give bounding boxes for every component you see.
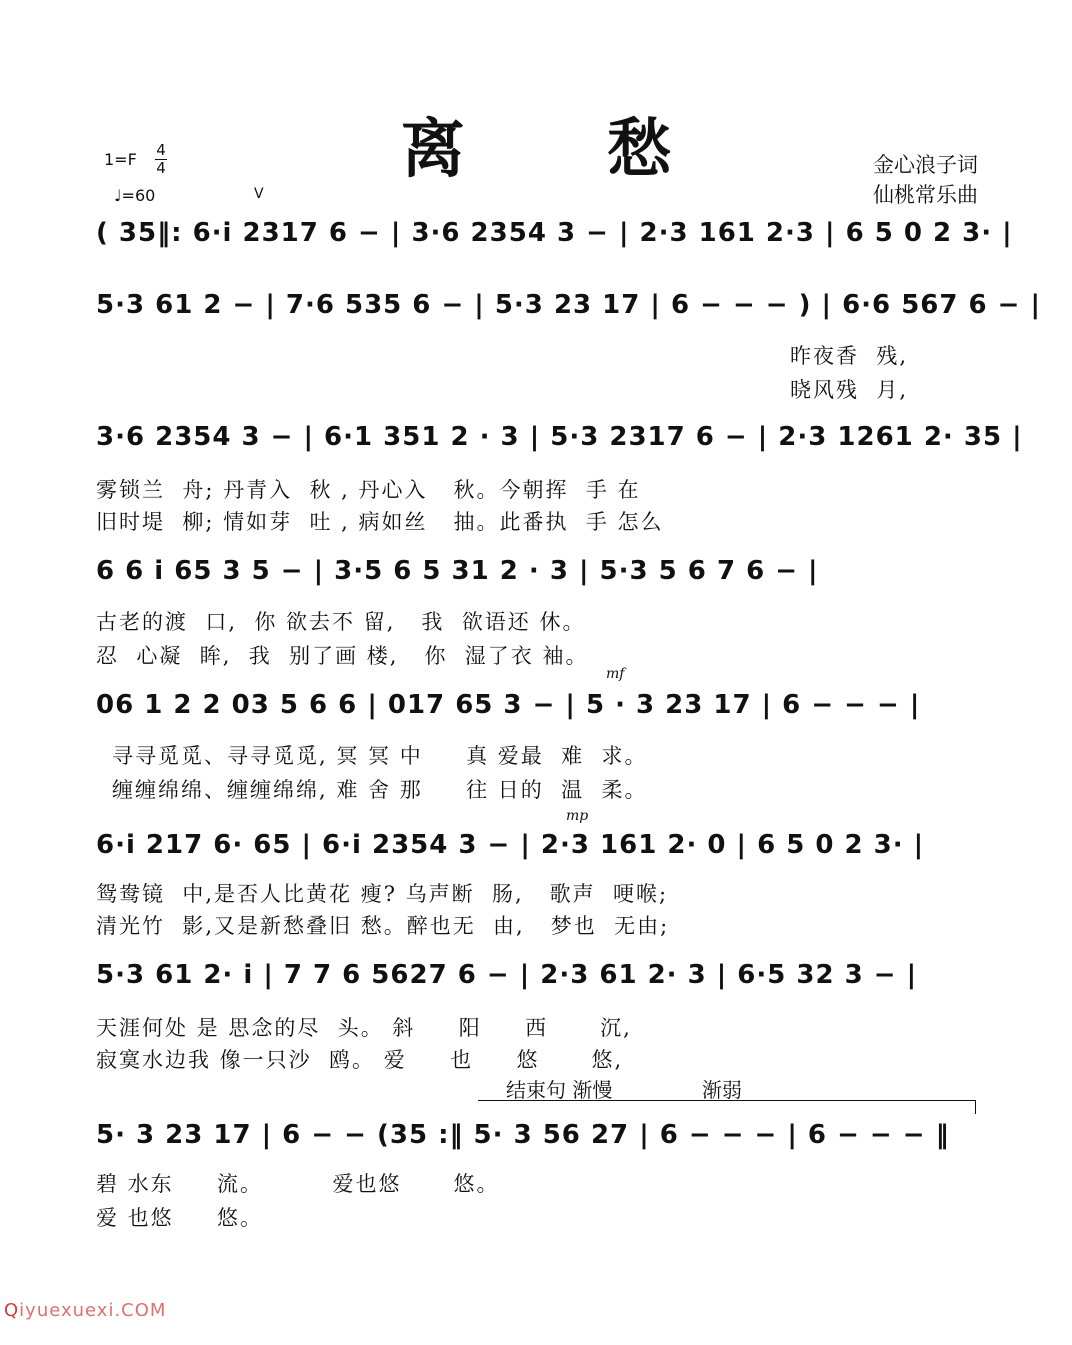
lyric-row-2-verse-2: 旧时堤 柳; 情如芽 吐 , 病如丝 抽。此番执 手 怎么 xyxy=(96,510,664,534)
notation-row-6: 6·i 217 6· 65 | 6·i 2354 3 − | 2·3 161 2· 0 | 6 5 0 2 3· | xyxy=(96,830,925,860)
lyric-row-2-verse-1: 雾锁兰 舟; 丹青入 秋 , 丹心入 秋。今朝挥 手 在 xyxy=(96,478,641,502)
site-watermark xyxy=(4,1300,166,1321)
song-title: 离 愁 xyxy=(400,112,732,187)
notation-row-4: 6 6 i 65 3 5 − | 3·5 6 5 31 2 · 3 | 5·3 5 6 7 6 − | xyxy=(96,556,819,586)
lyric-row-7-verse-1: 碧 水东 流。 爱也悠 悠。 xyxy=(96,1172,500,1196)
composer: 仙桃常乐曲 xyxy=(873,183,978,207)
notation-row-5: 06 1 2 2 03 5 6 6 | 017 65 3 − | 5 · 3 23 17 | 6 − − − | xyxy=(96,690,921,720)
lyric-row-3-verse-1: 古老的渡 口, 你 欲去不 留, 我 欲语还 休。 xyxy=(96,610,586,634)
lyric-row-4-verse-2: 缠缠绵绵、缠缠绵绵, 难 舍 那 往 日的 温 柔。 xyxy=(112,778,648,802)
lyric-row-4-verse-1: 寻寻觅觅、寻寻觅觅, 冥 冥 中 真 爱最 难 求。 xyxy=(112,744,648,768)
lyric-row-6-verse-2: 寂寞水边我 像一只沙 鸥。 爱 也 悠 悠, xyxy=(96,1048,624,1072)
notation-row-3: 3·6 2354 3 − | 6·1 351 2 · 3 | 5·3 2317 6 − | 2·3 1261 2· 35 | xyxy=(96,422,1023,452)
lyric-row-5-verse-2: 清光竹 影,又是新愁叠旧 愁。醉也无 由, 梦也 无由; xyxy=(96,914,670,938)
song-credits xyxy=(873,150,978,210)
notation-row-7: 5·3 61 2· i | 7 7 6 5627 6 − | 2·3 61 2· 3 | 6·5 32 3 − | xyxy=(96,960,918,990)
key-signature: 1=F xyxy=(104,150,137,169)
ending-line xyxy=(478,1100,976,1101)
notation-row-1: ( 35‖: 6·i 2317 6 − | 3·6 2354 3 − | 2·3 161 2·3 | 6 5 0 2 3· | xyxy=(96,218,1013,248)
breath-mark: V xyxy=(254,186,264,202)
lyricist: 金心浪子词 xyxy=(873,153,978,177)
notation-row-8: 5· 3 23 17 | 6 − − (35 :‖ 5· 3 56 27 | 6 − − − | 6 − − − ‖ xyxy=(96,1120,950,1150)
notation-row-2: 5·3 61 2 − | 7·6 535 6 − | 5·3 23 17 | 6 − − − ) | 6·6 567 6 − | xyxy=(96,290,1042,320)
lyric-row-1-verse-2: 晓风残 月, xyxy=(790,378,909,402)
time-signature xyxy=(154,142,168,177)
watermark-brand: Q xyxy=(4,1300,20,1321)
lyric-row-6-verse-1: 天涯何处 是 思念的尽 头。 斜 阳 西 沉, xyxy=(96,1016,632,1040)
ending-ritardando: 结束句 渐慢 xyxy=(506,1078,613,1102)
time-signature-bottom: 4 xyxy=(156,159,166,177)
dynamic-mf: mf xyxy=(606,666,625,682)
lyric-row-7-verse-2: 爱 也悠 悠。 xyxy=(96,1206,264,1230)
lyric-row-3-verse-2: 忍 心凝 眸, 我 别了画 楼, 你 湿了衣 袖。 xyxy=(96,644,589,668)
time-signature-top: 4 xyxy=(156,141,166,159)
dynamic-mp: mp xyxy=(566,808,589,824)
tempo-marking: ♩=60 xyxy=(114,186,156,205)
lyric-row-5-verse-1: 鸳鸯镜 中,是否人比黄花 瘦? 乌声断 肠, 歌声 哽喉; xyxy=(96,882,669,906)
lyric-row-1-verse-1: 昨夜香 残, xyxy=(790,344,909,368)
ending-diminuendo: 渐弱 xyxy=(702,1078,742,1102)
score-meta xyxy=(104,141,264,205)
ending-line-tick xyxy=(975,1100,976,1114)
watermark-domain: iyuexuexi.COM xyxy=(19,1300,167,1321)
